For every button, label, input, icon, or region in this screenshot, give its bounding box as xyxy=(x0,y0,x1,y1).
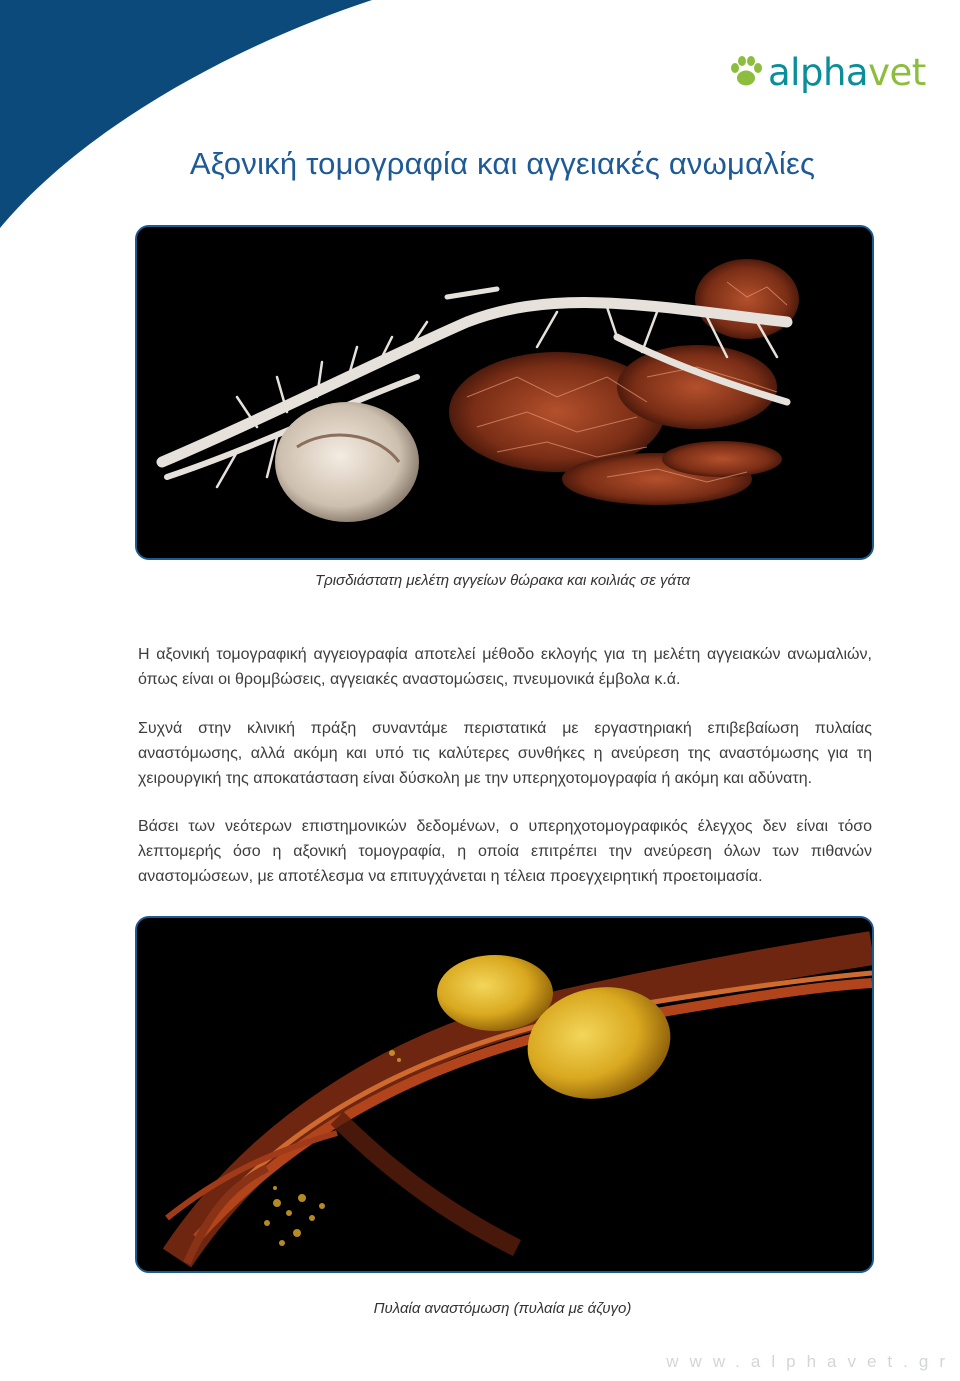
figure-vascular-3d-image xyxy=(135,225,874,560)
figure-portal-shunt-image xyxy=(135,916,874,1273)
paw-icon xyxy=(728,54,764,90)
figure-caption-portal-shunt: Πυλαία αναστόμωση (πυλαία με άζυγο) xyxy=(373,1300,632,1317)
paragraph-clinical-practice: Συχνά στην κλινική πράξη συναντάμε περιστατικά με εργαστηριακή επιβεβαίωση πυλαίας αναστόμωσης, αλλά ακόμη και υπό τις καλύτερες συνθήκες η ανεύρεση της αναστόμωσης για τη χειρουργική της αποκατάσταση είναι δύσκολη με την υπερηχοτομογραφία ή ακόμη και αδύνατη. xyxy=(138,720,872,787)
page-title: Αξονική τομογραφία και αγγειακές ανωμαλίες xyxy=(189,146,816,181)
figure-caption-vascular-3d: Τρισδιάστατη μελέτη αγγείων θώρακα και κοιλιάς σε γάτα xyxy=(314,572,691,589)
logo-text-vet: vet xyxy=(868,50,926,94)
paragraph-intro: Η αξονική τομογραφική αγγειογραφία αποτελεί μέθοδο εκλογής για τη μελέτη αγγειακών ανωμαλιών, όπως είναι οι θρομβώσεις, αγγειακές αναστομώσεις, πνευμονικά έμβολα κ.ά. xyxy=(138,646,872,688)
alphavet-logo xyxy=(728,52,926,92)
corner-decoration xyxy=(0,0,420,240)
logo-text-alpha: alpha xyxy=(768,50,869,94)
footer-website: www.alphavet.gr xyxy=(666,1352,956,1371)
paragraph-scientific-data: Βάσει των νεότερων επιστημονικών δεδομένων, ο υπερηχοτομογραφικός έλεγχος δεν είναι τόσο λεπτομερής όσο η αξονική τομογραφία, η οποία επιτρέπει την ανεύρεση όλων των πιθανών αναστομώσεων, με αποτέλεσμα να επιτυγχάνεται η τέλεια προεγχειρητική προετοιμασία. xyxy=(138,818,872,885)
logo-wordmark xyxy=(768,50,926,94)
